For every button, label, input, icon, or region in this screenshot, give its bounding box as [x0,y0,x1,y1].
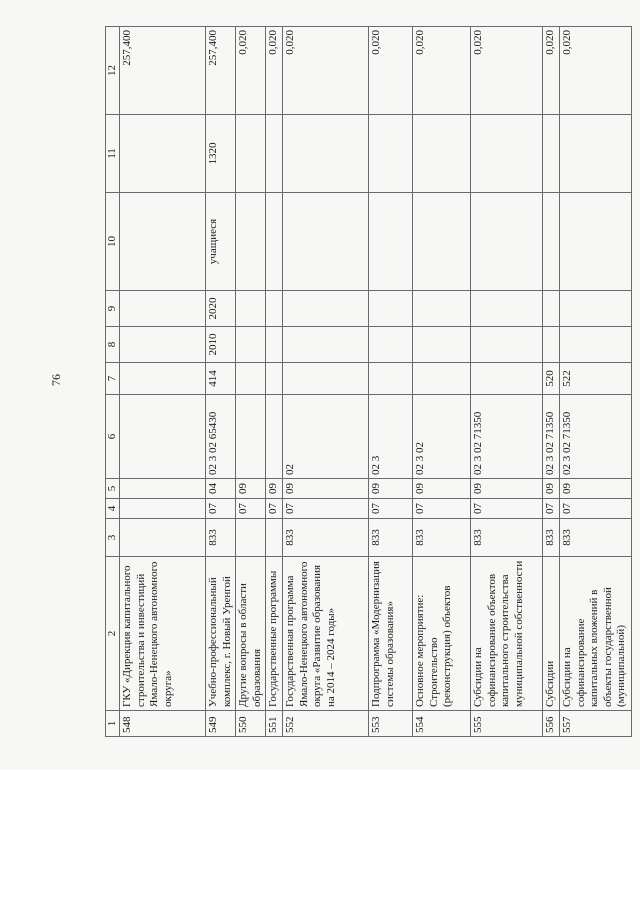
cell-start-year [120,327,206,363]
table-row [369,27,413,737]
cell-expense-type: 414 [206,363,236,395]
row-name: Подпрограмма «Модернизация системы образования» [369,557,413,711]
cell-unit: учащиеся [206,193,236,291]
row-number: 554 [413,711,471,737]
cell-ministry: 833 [543,519,560,557]
cell-target-article [120,395,206,479]
cell-target-article: 02 3 [369,395,413,479]
cell-unit [413,193,471,291]
cell-unit [560,193,632,291]
row-name: Другие вопросы в области образования [236,557,266,711]
row-number: 553 [369,711,413,737]
cell-ministry [236,519,266,557]
cell-amount: 0,020 [543,27,560,115]
cell-unit [369,193,413,291]
table-row [236,27,266,737]
cell-section: 07 [560,499,632,519]
cell-section: 07 [543,499,560,519]
table-row [283,27,369,737]
cell-start-year: 2010 [206,327,236,363]
cell-unit [266,193,283,291]
table-row [266,27,283,737]
row-number: 548 [120,711,206,737]
cell-end-year [120,291,206,327]
column-number-row [106,27,120,737]
column-header: 7 [106,363,120,395]
row-name: Учебно-профессиональный комплекс, г. Новый Уренгой [206,557,236,711]
cell-expense-type [236,363,266,395]
cell-end-year [369,291,413,327]
cell-capacity [236,115,266,193]
cell-target-article [236,395,266,479]
column-header: 2 [106,557,120,711]
cell-end-year: 2020 [206,291,236,327]
column-header: 9 [106,291,120,327]
cell-start-year [560,327,632,363]
row-name: ГКУ «Дирекция капитального строительства и инвестиций Ямало-Ненецкого автономного округа» [120,557,206,711]
cell-capacity [283,115,369,193]
row-number: 557 [560,711,632,737]
cell-subsection: 09 [266,479,283,499]
cell-section: 07 [266,499,283,519]
row-number: 549 [206,711,236,737]
cell-end-year [471,291,543,327]
column-header: 10 [106,193,120,291]
row-name: Государственная программа Ямало-Ненецкого автономного округа «Развитие образования на 2014 – 2024 годы» [283,557,369,711]
cell-capacity [369,115,413,193]
cell-unit [283,193,369,291]
cell-target-article: 02 3 02 65430 [206,395,236,479]
page-number: 76 [49,374,63,386]
cell-end-year [266,291,283,327]
row-name: Государственные программы [266,557,283,711]
cell-target-article: 02 [283,395,369,479]
column-header: 5 [106,479,120,499]
cell-amount: 0,020 [560,27,632,115]
table-row [206,27,236,737]
cell-amount: 0,020 [471,27,543,115]
cell-start-year [283,327,369,363]
cell-end-year [236,291,266,327]
cell-unit [120,193,206,291]
cell-amount: 0,020 [413,27,471,115]
cell-ministry: 833 [206,519,236,557]
cell-start-year [471,327,543,363]
budget-table [105,26,632,737]
cell-start-year [413,327,471,363]
cell-expense-type [471,363,543,395]
column-header: 11 [106,115,120,193]
cell-ministry [266,519,283,557]
cell-capacity: 1320 [206,115,236,193]
cell-subsection: 09 [560,479,632,499]
cell-unit [236,193,266,291]
cell-expense-type [283,363,369,395]
cell-section: 07 [369,499,413,519]
row-number: 550 [236,711,266,737]
column-header: 1 [106,711,120,737]
table-row [560,27,632,737]
cell-ministry [120,519,206,557]
rotated-table-container [105,27,628,737]
cell-end-year [413,291,471,327]
cell-amount: 257,400 [206,27,236,115]
cell-subsection: 09 [543,479,560,499]
cell-subsection: 09 [471,479,543,499]
cell-ministry: 833 [369,519,413,557]
column-header: 6 [106,395,120,479]
cell-section: 07 [236,499,266,519]
column-header: 12 [106,27,120,115]
table-row [413,27,471,737]
table-row [471,27,543,737]
cell-end-year [283,291,369,327]
cell-subsection: 09 [413,479,471,499]
cell-unit [471,193,543,291]
cell-expense-type [413,363,471,395]
cell-subsection: 09 [369,479,413,499]
cell-section: 07 [283,499,369,519]
table-row [120,27,206,737]
cell-subsection: 09 [236,479,266,499]
cell-subsection: 09 [283,479,369,499]
cell-expense-type: 520 [543,363,560,395]
row-number: 551 [266,711,283,737]
cell-ministry: 833 [283,519,369,557]
cell-target-article: 02 3 02 [413,395,471,479]
row-name: Субсидии [543,557,560,711]
cell-ministry: 833 [471,519,543,557]
cell-start-year [543,327,560,363]
row-number: 552 [283,711,369,737]
cell-capacity [266,115,283,193]
column-header: 3 [106,519,120,557]
cell-subsection [120,479,206,499]
row-name: Субсидии на софинансирование объектов капитального строительства муниципальной собственности [471,557,543,711]
row-name: Основное мероприятие: Строительство (реконструкция) объектов [413,557,471,711]
cell-capacity [560,115,632,193]
cell-end-year [543,291,560,327]
cell-expense-type [120,363,206,395]
cell-expense-type: 522 [560,363,632,395]
cell-section [120,499,206,519]
cell-section: 07 [206,499,236,519]
cell-ministry: 833 [413,519,471,557]
cell-target-article [266,395,283,479]
cell-capacity [471,115,543,193]
cell-amount: 0,020 [369,27,413,115]
cell-expense-type [369,363,413,395]
cell-amount: 0,020 [283,27,369,115]
cell-target-article: 02 3 02 71350 [471,395,543,479]
cell-amount: 0,020 [236,27,266,115]
cell-capacity [413,115,471,193]
cell-target-article: 02 3 02 71350 [560,395,632,479]
column-header: 4 [106,499,120,519]
cell-amount: 257,400 [120,27,206,115]
cell-end-year [560,291,632,327]
cell-capacity [543,115,560,193]
cell-expense-type [266,363,283,395]
cell-subsection: 04 [206,479,236,499]
cell-ministry: 833 [560,519,632,557]
cell-start-year [236,327,266,363]
cell-section: 07 [413,499,471,519]
cell-capacity [120,115,206,193]
cell-amount: 0,020 [266,27,283,115]
table-row [543,27,560,737]
cell-unit [543,193,560,291]
row-number: 555 [471,711,543,737]
cell-target-article: 02 3 02 71350 [543,395,560,479]
cell-start-year [369,327,413,363]
row-name: Субсидии на софинансирование капитальных вложений в объекты государственной (муниципальной) [560,557,632,711]
row-number: 556 [543,711,560,737]
cell-section: 07 [471,499,543,519]
cell-start-year [266,327,283,363]
column-header: 8 [106,327,120,363]
